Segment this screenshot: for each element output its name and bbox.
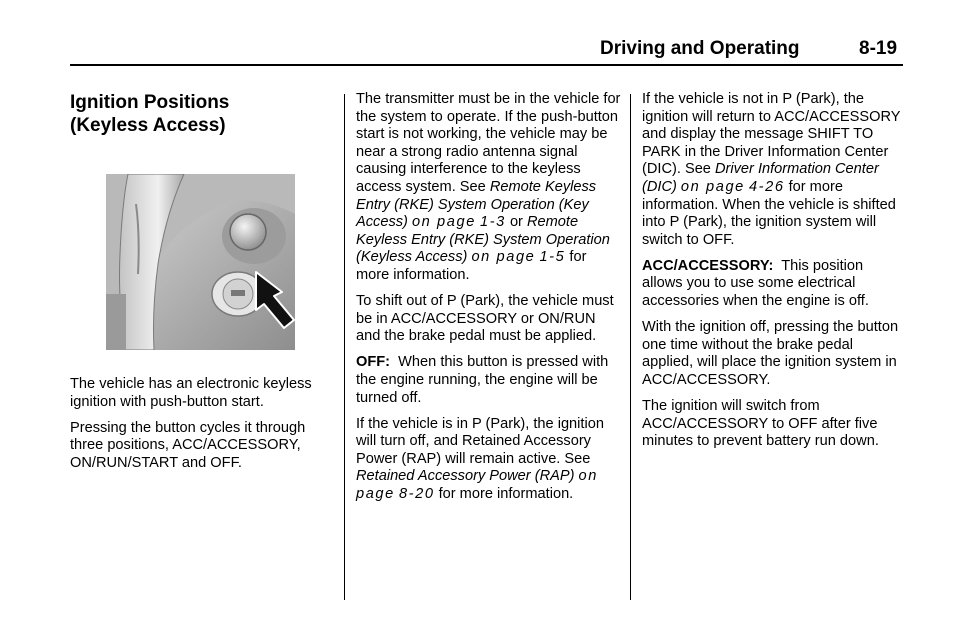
text-span: If the vehicle is not in P (Park), the ignition will return to ACC/ACCESSORY and display the message SHIFT TO PARK in the Driver Information Center (DIC). See bbox=[642, 91, 901, 178]
header-rule bbox=[70, 64, 903, 66]
link-rke-keyless-access[interactable]: Remote Keyless Entry (RKE) System Operation (Keyless Access) bbox=[356, 214, 610, 266]
page-ref[interactable]: 1-5 bbox=[539, 249, 566, 266]
text-span: This position allows you to use some electrical accessories when the engine is off. bbox=[642, 257, 869, 310]
section-title: Driving and Operating bbox=[600, 38, 800, 59]
paragraph-timeout: The ignition will switch from ACC/ACCESSORY to OFF after five minutes to prevent battery run down. bbox=[642, 398, 879, 450]
link-rap[interactable]: Retained Accessory Power (RAP) bbox=[356, 468, 575, 485]
paragraph-positions: Pressing the button cycles it through three positions, ACC/ACCESSORY, ON/RUN/START and OFF. bbox=[70, 419, 306, 471]
text-span: for more information. bbox=[434, 485, 574, 502]
page-number: 8-19 bbox=[859, 38, 898, 59]
text-span: or bbox=[505, 214, 527, 231]
text-span: for more information. When the vehicle is shifted into P (Park), the ignition system will switch to OFF. bbox=[642, 178, 896, 248]
section-heading-line2: (Keyless Access) bbox=[70, 115, 226, 136]
label-off: OFF: bbox=[356, 354, 391, 371]
column-1 bbox=[70, 91, 338, 481]
link-rke-key-access[interactable]: Remote Keyless Entry (RKE) System Operation (Key Access) bbox=[356, 178, 597, 231]
section-heading-line1: Ignition Positions bbox=[70, 92, 230, 113]
on-page-text: on page bbox=[411, 214, 476, 231]
column-3 bbox=[642, 91, 904, 459]
paragraph-rap bbox=[356, 416, 622, 504]
text-span: When this button is pressed with the engine running, the engine will be turned off. bbox=[356, 354, 609, 406]
paragraph-not-in-park bbox=[642, 91, 904, 249]
page-ref[interactable]: 1-3 bbox=[479, 214, 506, 231]
section-heading bbox=[70, 91, 338, 137]
on-page-text: on page bbox=[471, 249, 536, 266]
paragraph-shift-out: To shift out of P (Park), the vehicle must be in ACC/ACCESSORY or ON/RUN and the brake pedal must be applied. bbox=[356, 293, 614, 345]
column-2 bbox=[356, 91, 622, 512]
link-dic[interactable]: Driver Information Center (DIC) bbox=[642, 161, 879, 195]
text-span: The transmitter must be in the vehicle for the system to operate. If the push-button start is not working, the vehicle may be near a strong radio antenna signal causing interference to the keyless access system. See bbox=[356, 91, 621, 195]
on-page-text: on page bbox=[680, 178, 745, 195]
column-divider-1 bbox=[344, 94, 345, 600]
paragraph-intro: The vehicle has an electronic keyless ignition with push-button start. bbox=[70, 376, 312, 410]
label-accessory: ACC/ACCESSORY: bbox=[642, 257, 774, 274]
page-ref[interactable]: 4-26 bbox=[748, 178, 785, 195]
column-divider-2 bbox=[630, 94, 631, 600]
paragraph-ignition-off: With the ignition off, pressing the button one time without the brake pedal applied, will place the ignition system in ACC/ACCESSORY. bbox=[642, 319, 899, 388]
paragraph-transmitter bbox=[356, 91, 622, 285]
paragraph-accessory bbox=[642, 258, 904, 311]
text-span: for more information. bbox=[356, 249, 587, 283]
push-button-ignition-icon bbox=[106, 174, 295, 350]
text-span: If the vehicle is in P (Park), the ignition will turn off, and Retained Accessory Power (RAP) will remain active. See bbox=[356, 415, 604, 467]
on-page-text: on page bbox=[356, 468, 598, 502]
page-ref[interactable]: 8-20 bbox=[398, 485, 435, 502]
paragraph-off bbox=[356, 354, 622, 407]
